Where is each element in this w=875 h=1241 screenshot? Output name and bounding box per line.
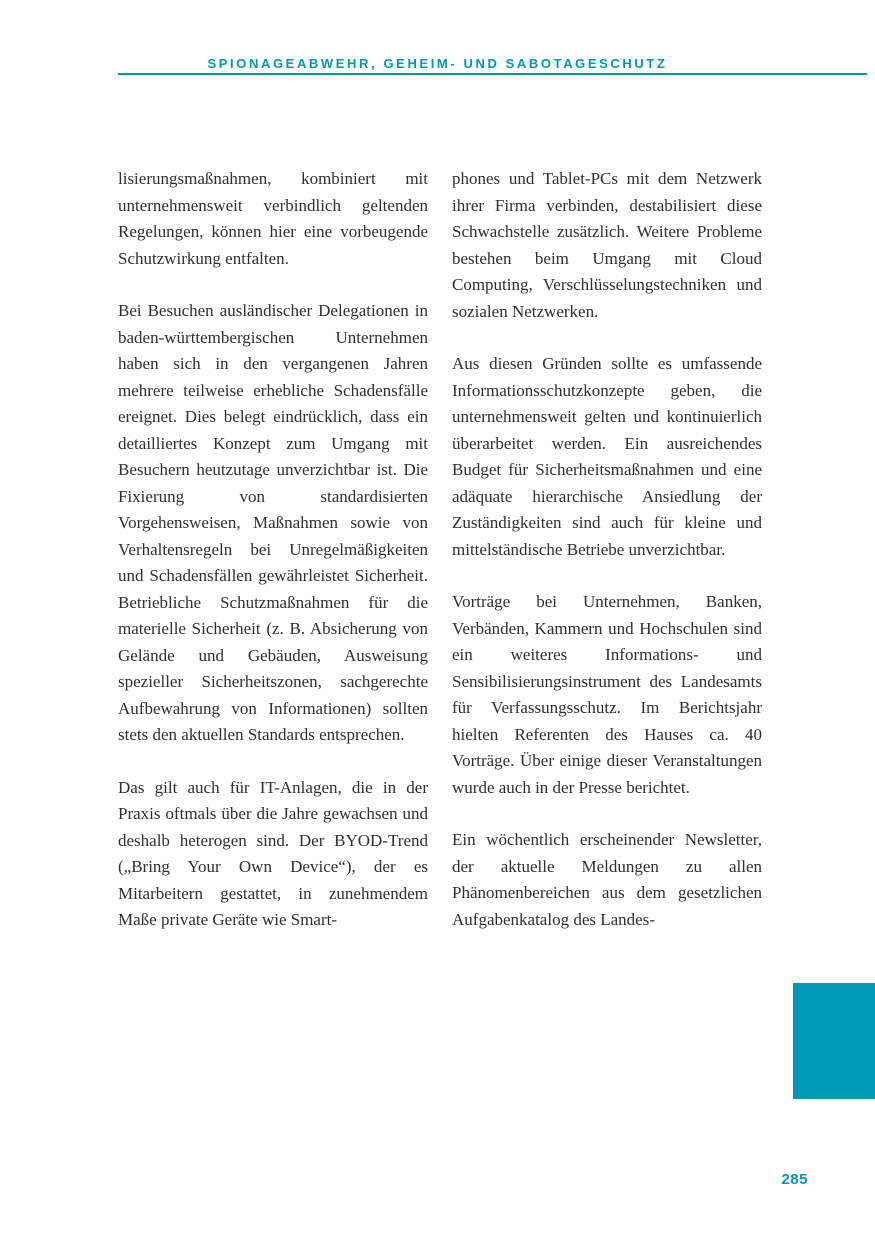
- paragraph: lisierungsmaßnahmen, kombiniert mit unternehmensweit verbindlich geltenden Regelungen, können hier eine vorbeugende Schutzwirkung entfalten.: [118, 169, 428, 268]
- paragraph: Aus diesen Gründen sollte es umfassende Informationsschutzkonzepte geben, die unternehmensweit gelten und kontinuierlich überarbeitet werden. Ein ausreichendes Budget für Sicherheitsmaßnahmen und eine adäquate hierarchische Ansiedlung der Zuständigkeiten sind auch für kleine und mittelständische Betriebe unverzichtbar.: [452, 354, 762, 559]
- text-column-right: [452, 166, 762, 960]
- text-columns: [118, 166, 762, 960]
- paragraph: Ein wöchentlich erscheinender Newsletter, der aktuelle Meldungen zu allen Phänomenbereichen aus dem gesetzlichen Aufgabenkatalog des Landes-: [452, 830, 762, 929]
- text-column-left: [118, 166, 428, 960]
- paragraph: phones und Tablet-PCs mit dem Netzwerk ihrer Firma verbinden, destabilisiert diese Schwachstelle zusätzlich. Weitere Probleme bestehen beim Umgang mit Cloud Computing, Verschlüsselungstechniken und sozialen Netzwerken.: [452, 169, 762, 321]
- paragraph: Das gilt auch für IT-Anlagen, die in der Praxis oftmals über die Jahre gewachsen und deshalb heterogen sind. Der BYOD-Trend („Bring Your Own Device“), der es Mitarbeitern gestattet, in zunehmendem Maße private Geräte wie Smart-: [118, 777, 428, 929]
- paragraph: Bei Besuchen ausländischer Delegationen in baden-württembergischen Unternehmen haben sich in den vergangenen Jahren mehrere teilweise erhebliche Schadensfälle ereignet. Dies belegt eindrücklich, dass ein detailliertes Konzept zum Umgang mit Besuchern heutzutage unverzichtbar ist. Die Fixierung von standardisierten Vorgehensweisen, Maßnahmen sowie von Verhaltensregeln bei Unregelmäßigkeiten und Schadensfällen gewährleistet Sicherheit. Betriebliche Schutzmaßnahmen für die materielle Sicherheit (z. B. Absicherung von Gelände und Gebäuden, Ausweisung spezieller Sicherheitszonen, sachgerechte Aufbewahrung von Informationen) sollten stets den aktuellen Standards entsprechen.: [118, 301, 428, 744]
- page-number: 285: [781, 1171, 808, 1188]
- paragraph: Vorträge bei Unternehmen, Banken, Verbänden, Kammern und Hochschulen sind ein weiteres Informations- und Sensibilisierungsinstrument des Landesamts für Verfassungsschutz. Im Berichtsjahr hielten Referenten des Hauses ca. 40 Vorträge. Über einige dieser Veranstaltungen wurde auch in der Presse berichtet.: [452, 592, 762, 797]
- chapter-tab-marker: [793, 983, 875, 1099]
- chapter-header-title: SPIONAGEABWEHR, GEHEIM- UND SABOTAGESCHUTZ: [207, 56, 668, 71]
- header-rule: [118, 73, 867, 75]
